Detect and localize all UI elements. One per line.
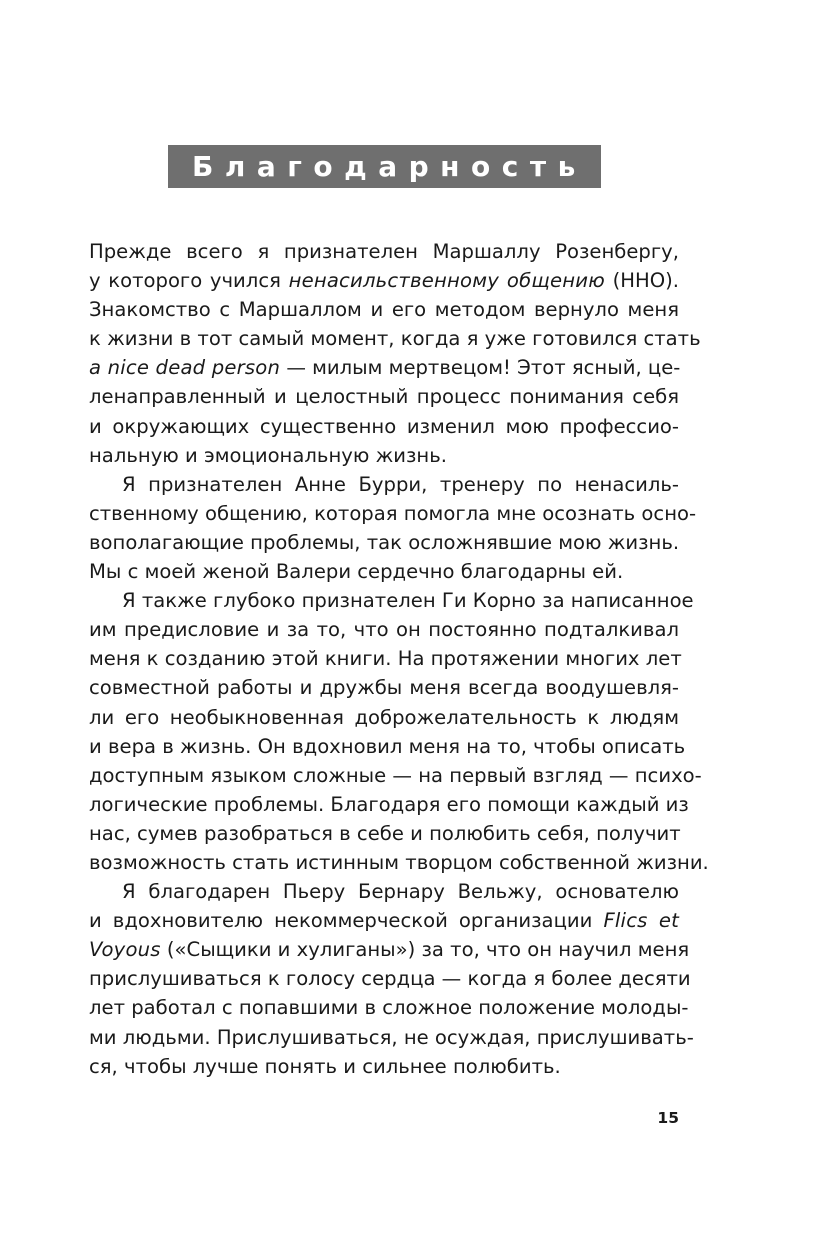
italic-phrase: Flics et: [603, 909, 679, 933]
text-line: Прежде всего я признателен Маршаллу Розенбергу,: [89, 240, 679, 263]
text-line: ся, чтобы лучше понять и сильнее полюбить.: [89, 1054, 561, 1078]
text-line: Я также глубоко признателен Ги Корно за написанное: [122, 589, 694, 613]
text-line: Я благодарен Пьеру Бернару Вельжу, основателю: [122, 880, 679, 904]
italic-phrase: ненасильственному общению: [288, 269, 605, 293]
text-line: ственному общению, которая помогла мне осознать осно-: [89, 501, 697, 525]
text-line: доступным языком сложные — на первый взгляд — психо-: [89, 763, 702, 787]
text-line: им предисловие и за то, что он постоянно подталкивал: [89, 618, 679, 642]
text-line: Знакомство с Маршаллом и его методом вернуло меня: [89, 298, 679, 322]
paragraph: [89, 586, 709, 877]
text-line: лет работал с попавшими в сложное положение молоды-: [89, 996, 689, 1020]
text-line: Voyous («Сыщики и хулиганы») за то, что он научил меня: [89, 938, 690, 962]
italic-phrase: Voyous: [89, 938, 161, 962]
text-line: прислушиваться к голосу сердца — когда я более десяти: [89, 967, 691, 991]
paragraph: [89, 470, 697, 586]
text-line: ли его необыкновенная доброжелательность к людям: [89, 705, 679, 729]
text-line: и вера в жизнь. Он вдохновил меня на то, чтобы описать: [89, 734, 686, 758]
body-text: [89, 237, 709, 1081]
text-line: и вдохновителю некоммерческой организации Flics et: [89, 909, 679, 933]
paragraph: [89, 877, 694, 1081]
chapter-title-bar: [168, 145, 601, 188]
text-line: у которого учился ненасильственному общению (ННО).: [89, 269, 679, 293]
text-line: ленаправленный и целостный процесс понимания себя: [89, 385, 679, 409]
text-line: ми людьми. Прислушиваться, не осуждая, прислушивать-: [89, 1025, 694, 1049]
page-number: 15: [657, 1109, 679, 1127]
text-line: логические проблемы. Благодаря его помощи каждый из: [89, 792, 689, 816]
italic-phrase: a nice dead person: [89, 356, 281, 380]
text-line: совместной работы и дружбы меня всегда воодушевля-: [89, 676, 679, 700]
text-line: a nice dead person — милым мертвецом! Этот ясный, це-: [89, 356, 681, 380]
text-line: нас, сумев разобраться в себе и полюбить себя, получит: [89, 821, 681, 845]
text-line: меня к созданию этой книги. На протяжении многих лет: [89, 647, 682, 671]
text-line: Мы с моей женой Валери сердечно благодарны ей.: [89, 560, 624, 584]
text-line: к жизни в тот самый момент, когда я уже готовился стать: [89, 327, 701, 351]
text-line: нальную и эмоциональную жизнь.: [89, 443, 447, 467]
paragraph: [89, 237, 701, 470]
text-line: возможность стать истинным творцом собственной жизни.: [89, 850, 709, 874]
text-line: вополагающие проблемы, так осложнявшие мою жизнь.: [89, 530, 680, 554]
chapter-title: Благодарность: [192, 150, 587, 183]
text-line: Я признателен Анне Бурри, тренеру по ненасиль-: [122, 472, 679, 496]
text-line: и окружающих существенно изменил мою профессио-: [89, 414, 679, 438]
